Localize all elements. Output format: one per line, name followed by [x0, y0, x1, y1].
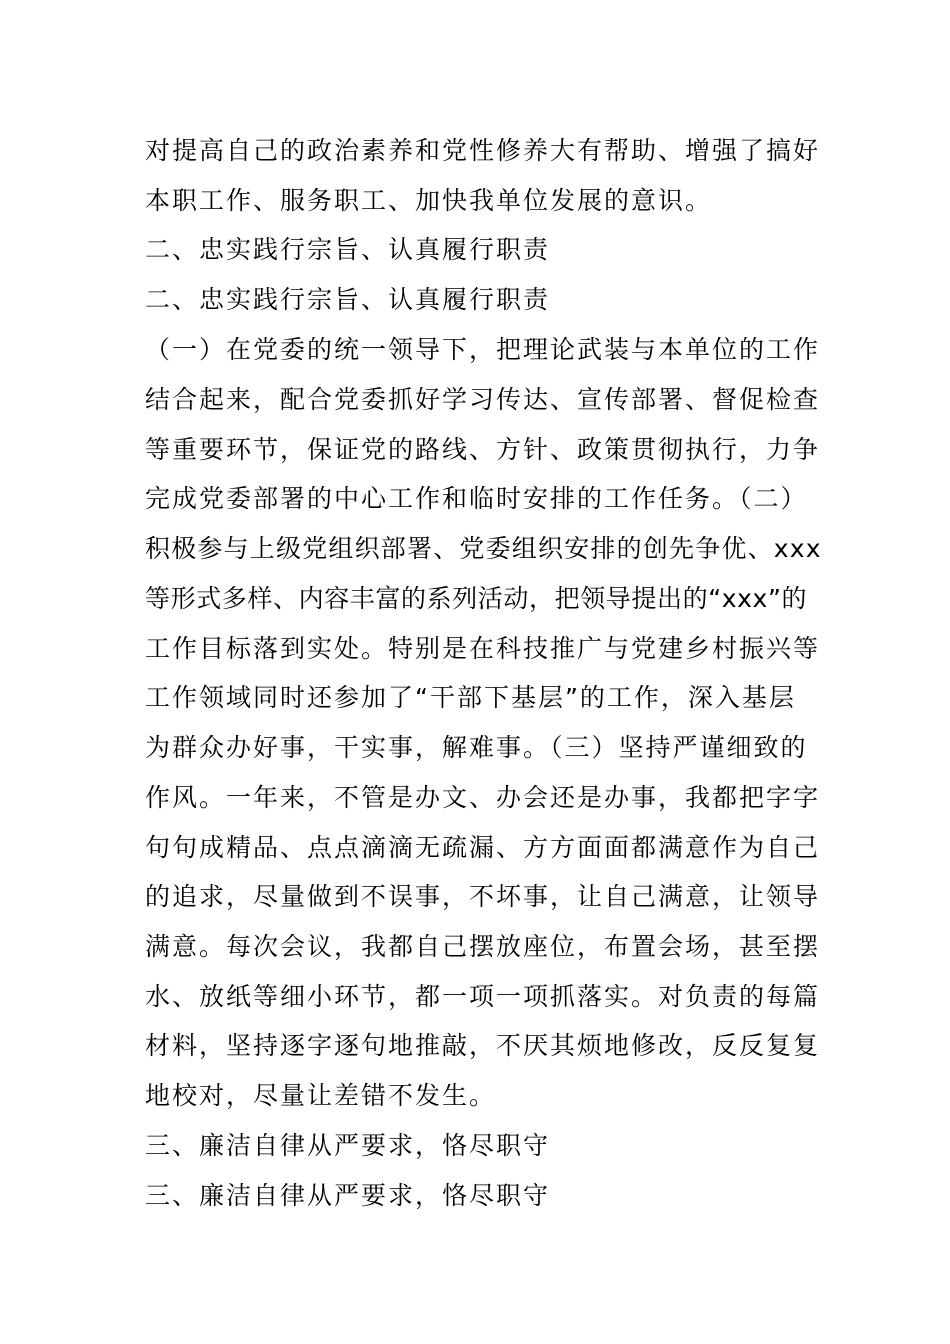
section-heading-3: 三、廉洁自律从严要求，恪尽职守 [145, 1131, 551, 1160]
text-line-11: 工作目标落到实处。特别是在科技推广与党建乡村振兴等 [145, 634, 821, 663]
text-line-19: 材料，坚持逐字逐句地推敲，不厌其烦地修改，反反复复 [145, 1031, 821, 1060]
text-line-1: 对提高自己的政治素养和党性修养大有帮助、增强了搞好 [145, 136, 821, 165]
text-line-13: 为群众办好事，干实事，解难事。（三）坚持严谨细致的 [145, 733, 808, 762]
text-line-2: 本职工作、服务职工、加快我单位发展的意识。 [145, 186, 713, 215]
text-line-6: 结合起来，配合党委抓好学习传达、宣传部署、督促检查 [145, 385, 821, 414]
text-line-20: 地校对，尽量让差错不发生。 [145, 1081, 497, 1110]
text-line-9: 积极参与上级党组织部署、党委组织安排的创先争优、xxx [145, 534, 822, 563]
text-line-15: 句句成精品、点点滴滴无疏漏、方方面面都满意作为自己 [145, 833, 821, 862]
section-heading-2: 二、忠实践行宗旨、认真履行职责 [145, 235, 551, 264]
text-line-16: 的追求，尽量做到不误事，不坏事，让自己满意，让领导 [145, 882, 821, 911]
text-line-12: 工作领域同时还参加了“干部下基层”的工作，深入基层 [145, 683, 796, 712]
text-line-7: 等重要环节，保证党的路线、方针、政策贯彻执行，力争 [145, 435, 821, 464]
text-line-18: 水、放纸等细小环节，都一项一项抓落实。对负责的每篇 [145, 982, 821, 1011]
text-line-5: （一）在党委的统一领导下，把理论武装与本单位的工作 [145, 335, 821, 364]
text-line-10: 等形式多样、内容丰富的系列活动，把领导提出的“xxx”的 [145, 584, 808, 613]
text-line-8: 完成党委部署的中心工作和临时安排的工作任务。（二） [145, 484, 808, 513]
section-heading-2-repeat: 二、忠实践行宗旨、认真履行职责 [145, 285, 551, 314]
text-line-17: 满意。每次会议，我都自己摆放座位，布置会场，甚至摆 [145, 932, 821, 961]
section-heading-3-repeat: 三、廉洁自律从严要求，恪尽职守 [145, 1181, 551, 1210]
text-line-14: 作风。一年来，不管是办文、办会还是办事，我都把字字 [145, 783, 821, 812]
